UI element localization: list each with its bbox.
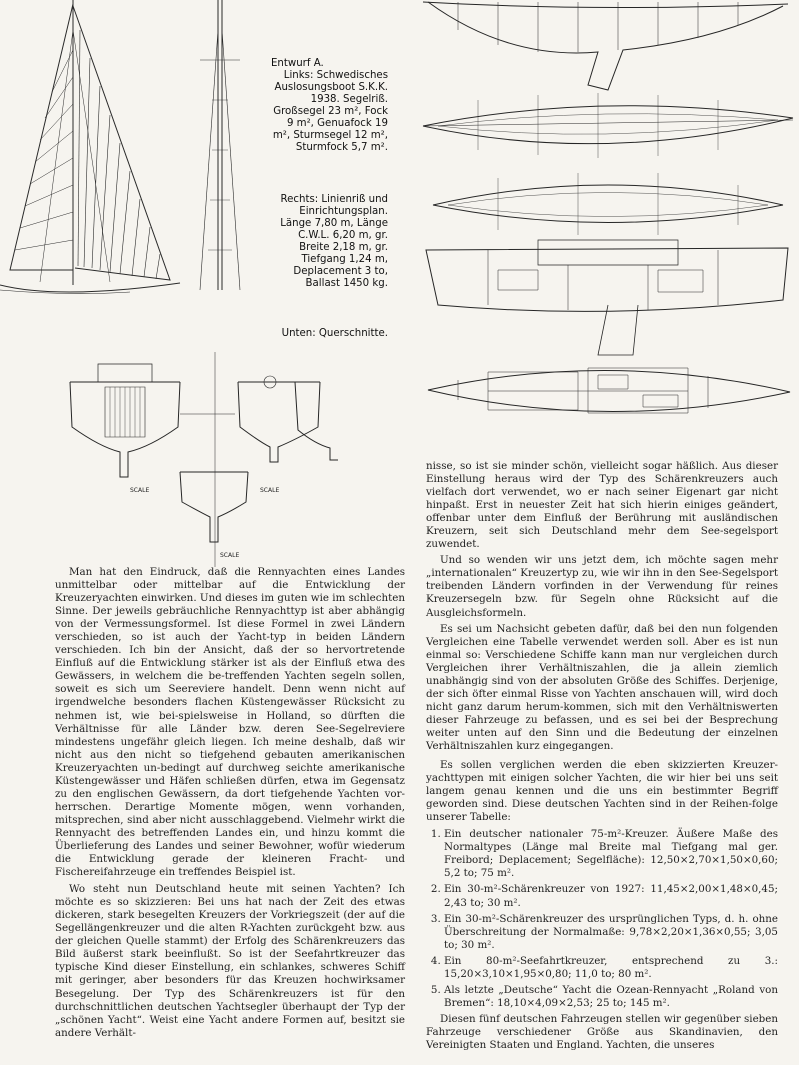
caption-title: Entwurf A. [271,58,324,69]
caption-sections: Unten: Querschnitte. [281,328,388,339]
section-scale-label-1: SCALE [130,487,150,494]
right-paragraph-3: Es sei um Nachsicht gebeten dafür, daß bei den nun folgenden Vergleichen eine Tabelle verwendet werden soll. Aber es ist nun einmal so: Verschiedene Schiffe kann man nur vergleichen durch Vergleichen ihrer Verhältniszahlen, die ja allein ziemlich unabhängig sind von der absoluten Größe des Schiffes. Derjenige, der sich öfter einmal Risse von Yachten anschauen will, wird doch nicht ganz darum herum-kommen, sich mit den Verhältniswerten dieser Fahrzeuge zu befassen, und es sei bei der Besprechung weiter unten auf den Sinn und die Bedeutung der einzelnen Verhältniszahlen kurz eingegangen. [426,622,778,752]
list-item: 3. Ein 30-m²-Schärenkreuzer des ursprünglichen Typs, d. h. ohne Überschreitung der Normalmaße: 9,78×2,20×1,36×0,55; 3,05 to; 30 m². [444,913,778,952]
right-paragraph-2: Und so wenden wir uns jetzt dem, ich möchte sagen mehr „internationalen“ Kreuzertyp zu, wie wir ihn in den See-Segelsport treibenden Ländern vorfinden in der Verwendung für reines Kreuzersegeln bzw. für Segeln ohne Rücksicht auf die Ausgleichsformeln. [426,554,778,619]
figure-caption [271,58,388,340]
list-item: 5. Als letzte „Deutsche“ Yacht die Ozean-Rennyacht „Roland von Bremen“: 18,10×4,09×2,53; 25 to; 145 m². [444,984,778,1010]
yacht-list [426,828,778,1010]
right-paragraph-4: Es sollen verglichen werden die eben skizzierten Kreuzer-yachttypen mit einigen solcher Yachten, die wir hier bei uns seit langem genau kennen und die uns ein bestimmter Begriff geworden sind. Diese deutschen Yachten sind in der Reihen-folge unserer Tabelle: [426,759,778,824]
left-paragraph-2: Wo steht nun Deutschland heute mit seinen Yachten? Ich möchte es so skizzieren: Bei uns hat nach der Zeit des etwas dickeren, stark besegelten Kreuzers der Vorkriegszeit (der auf die Segellängenkreuzer und die alten R-Yachten zurückgeht bzw. aus der gleichen Quelle stammt) der Erfolg des Schärenkreuzers das Bild äußerst stark beeinflußt. So ist der Seefahrtkreuzer das typische Kind dieser Einstellung, ein schlankes, schweres Schiff mit geringer, aber besonders für das Kreuzen hochwirksamer Besegelung. Der Typ des Schärenkreuzers ist für den durchschnittlichen deutschen Yachtsegler überhaupt der Typ der „schönen Yacht“. Weist eine Yacht andere Formen auf, besitzt sie andere Verhält- [55,883,405,1039]
caption-sail-plan: Links: Schwedisches Auslosungsboot S.K.K. 1938. Segelriß. Großsegel 23 m², Fock 9 m², Genuafock 19 m², Sturmsegel 12 m², Sturmfock 5,7 m². [272,70,388,153]
right-paragraph-5: Diesen fünf deutschen Fahrzeugen stellen wir gegenüber sieben Fahrzeuge verschiedener Größe aus Skandinavien, den Vereinigten Staaten und England. Yachten, die unseres [426,1012,778,1051]
caption-lines-plan: Rechts: Linienriß und Einrichtungsplan. Länge 7,80 m, Länge C.W.L. 6,20 m, gr. Breite 2,18 m, gr. Tiefgang 1,24 m, Deplacement 3 to, Ballast 1450 kg. [280,194,388,289]
right-column [426,460,778,1052]
section-scale-label-3: SCALE [220,552,240,559]
list-item: 1. Ein deutscher nationaler 75-m²-Kreuzer. Äußere Maße des Normaltypes (Länge mal Breite mal Tiefgang mal ger. Freibord; Deplacement; Segelfläche): 12,50×2,70×1,50×0,60; 5,2 to; 75 m². [444,828,778,880]
left-paragraph-1: Man hat den Eindruck, daß die Rennyachten eines Landes unmittelbar oder mittelbar auf die Entwicklung der Kreuzeryachten einwirken. Und dieses im guten wie im schlechten Sinne. Der jeweils gebräuchliche Rennyachttyp ist aber abhängig von der Vermessungsformel. Ist diese Formel in zwei Ländern verschieden, so ist auch der Yacht-typ in beiden Ländern verschieden. Ich bin der Ansicht, daß der so hervortretende Einfluß auf die Entwicklung stärker ist als der Einfluß etwa des Gewässers, in welchem die be-treffenden Yachten segeln sollen, soweit es sich um Seereviere handelt. Denn wenn nicht auf irgendwelche besonders flachen Küstengewässer Rücksicht zu nehmen ist, wie bei-spielsweise in Holland, so dürften die Verhältnisse für alle Länder bzw. deren See-Segelreviere mindestens ungefähr gleich liegen. Ich meine deshalb, daß wir nicht aus den nicht so tiefgehend gebauten amerikanischen Kreuzeryachten un-bedingt auf durchweg seichte amerikanische Küstengewässer und Häfen schließen dürfen, etwa im Gegensatz zu den englischen Gewässern, da dort tiefgehende Yachten vor-herrschen. Derartige Momente mögen, wenn vorhanden, mitsprechen, sind aber nicht ausschlaggebend. Vielmehr wirkt die Rennyacht des betreffenden Landes ein, und hinzu kommt die Überlieferung des Landes und seiner Bewohner, wofür wiederum die Entwicklung gerade der kleineren Fracht- und Fischereifahrzeuge ein treffendes Beispiel ist. [55,566,405,879]
section-scale-label-2: SCALE [260,487,280,494]
lines-plan-drawing [418,0,799,445]
list-item: 2. Ein 30-m²-Schärenkreuzer von 1927: 11,45×2,00×1,48×0,45; 2,43 to; 30 m². [444,883,778,909]
left-column [55,566,405,1040]
list-item: 4. Ein 80-m²-Seefahrtkreuzer, entsprechend zu 3.: 15,20×3,10×1,95×0,80; 11,0 to; 80 m². [444,955,778,981]
sail-plan-drawing [0,0,265,300]
right-paragraph-1: nisse, so ist sie minder schön, vielleicht sogar häßlich. Aus dieser Einstellung heraus wird der Typ des Schärenkreuzers auch vielfach dort verwendet, wo er nach seiner Eigenart gar nicht hinpaßt. Erst in neuester Zeit hat sich hierin einiges geändert, offenbar unter dem Einfluß der Berührung mit ausländischen Kreuzern, seit sich Deutschland mehr dem See-segelsport zuwendet. [426,460,778,551]
cross-sections-drawing [60,352,400,567]
